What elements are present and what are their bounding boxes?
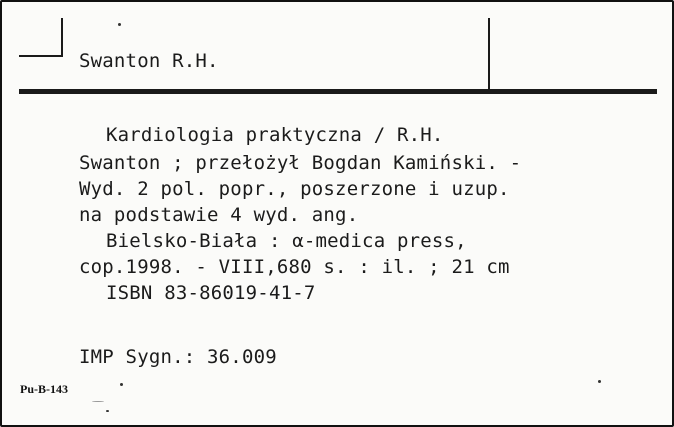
heading-rule: [19, 89, 657, 94]
entry-line-isbn: ISBN 83-86019-41-7: [106, 282, 316, 304]
corner-mark-horizontal: [19, 55, 63, 57]
scan-speck: [598, 380, 601, 383]
entry-line-edition-basis: na podstawie 4 wyd. ang.: [79, 204, 359, 226]
entry-line-physical-description: cop.1998. - VIII,680 s. : il. ; 21 cm: [79, 256, 510, 278]
author-heading: Swanton R.H.: [79, 50, 219, 72]
scan-speck: [120, 383, 123, 386]
entry-line-edition: Wyd. 2 pol. popr., poszerzone i uzup.: [79, 178, 510, 200]
library-stamp: Pu-B-143: [20, 382, 68, 396]
column-rule: [488, 18, 490, 91]
shelfmark: IMP Sygn.: 36.009: [79, 346, 277, 368]
scan-speck: [106, 410, 109, 412]
scan-speck: [92, 401, 104, 402]
scan-speck: [118, 23, 121, 26]
entry-line-responsibility: Swanton ; przełożył Bogdan Kamiński. -: [79, 152, 522, 174]
entry-line-publisher: Bielsko-Biała : α-medica press,: [106, 230, 467, 252]
corner-mark-vertical: [61, 18, 63, 56]
entry-line-title: Kardiologia praktyczna / R.H.: [106, 124, 444, 146]
